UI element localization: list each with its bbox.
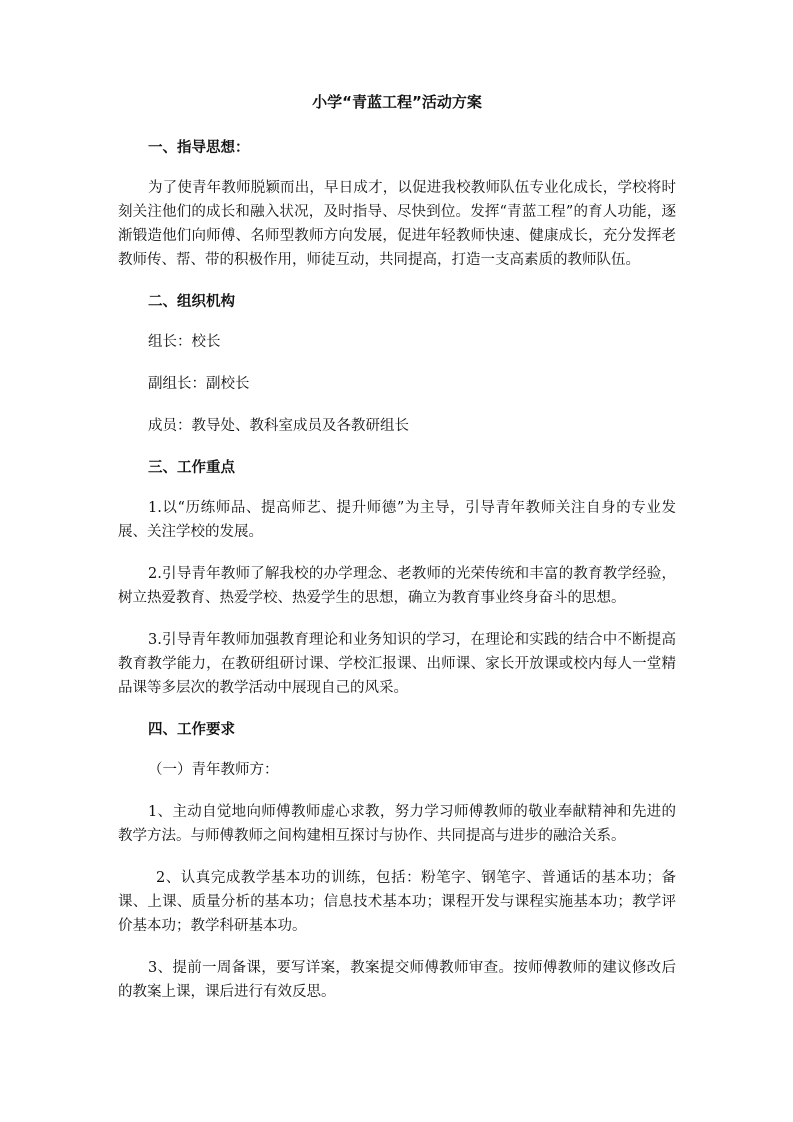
section-heading: 二、组织机构 [148,294,235,310]
paragraph: 2.引导青年教师了解我校的办学理念、老教师的光荣传统和丰富的教育教学经验，树立热爱教育、热爱学校、热爱学生的思想，确立为教育事业终身奋斗的思想。 [118,566,676,606]
paragraph: 3、提前一周备课，要写详案，教案提交师傅教师审查。按师傅教师的建议修改后的教案上课，课后进行有效反思。 [118,960,676,1000]
section-heading: 四、工作要求 [148,722,235,738]
subsection-heading: （一）青年教师方： [148,762,279,778]
document-title: 小学“青蓝工程”活动方案 [312,93,482,111]
paragraph: 2、认真完成教学基本功的训练，包括：粉笔字、钢笔字、普通话的基本功；备课、上课、质量分析的基本功；信息技术基本功；课程开发与课程实施基本功；教学评价基本功；教学科研基本功。 [118,870,676,934]
text-line: 组长：校长 [148,334,221,350]
document-body [118,90,676,1022]
paragraph: 1、主动自觉地向师傅教师虚心求教，努力学习师傅教师的敬业奉献精神和先进的教学方法。与师傅教师之间构建相互探讨与协作、共同提高与进步的融洽关系。 [118,804,676,844]
text-line: 成员：教导处、教科室成员及各教研组长 [148,418,409,434]
section-heading: 一、指导思想： [148,140,250,156]
paragraph: 1.以“历练师品、提高师艺、提升师德”为主导，引导青年教师关注自身的专业发展、关注学校的发展。 [118,500,676,540]
paragraph: 为了使青年教师脱颖而出，早日成才，以促进我校教师队伍专业化成长，学校将时刻关注他们的成长和融入状况，及时指导、尽快到位。发挥“青蓝工程”的育人功能，逐渐锻造他们向师傅、名师型教师方向发展，促进年轻教师快速、健康成长，充分发挥老教师传、帮、带的积极作用，师徒互动，共同提高，打造一支高素质的教师队伍。 [118,180,676,268]
paragraph: 3.引导青年教师加强教育理论和业务知识的学习，在理论和实践的结合中不断提高教育教学能力，在教研组研讨课、学校汇报课、出师课、家长开放课或校内每人一堂精品课等多层次的教学活动中展现自己的风采。 [118,632,676,696]
section-heading: 三、工作重点 [148,460,235,476]
text-line: 副组长：副校长 [148,376,250,392]
